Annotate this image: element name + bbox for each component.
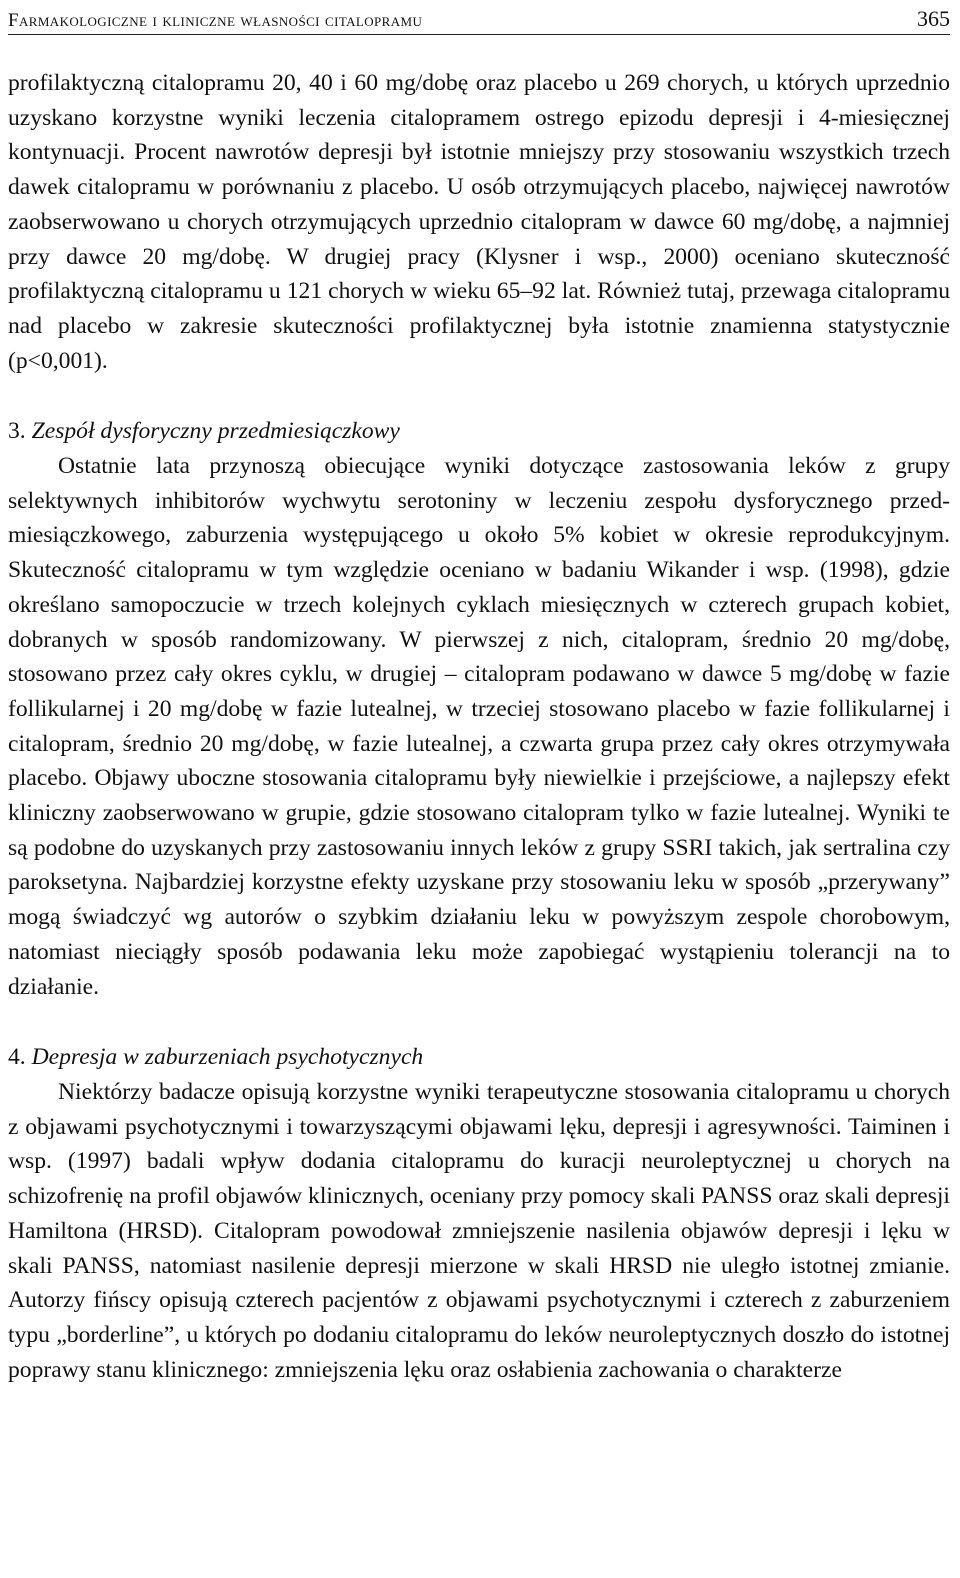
section-3-heading (8, 414, 950, 449)
section-3-paragraph: Ostatnie lata przynoszą obiecujące wyniki dotyczące zastosowania leków z grupy selektywnych inhibitorów wychwytu serotoniny w leczeniu zespołu dysforycznego przed-miesiączkowego, zaburzenia występującego u około 5% kobiet w okresie reprodukcyjnym. Skuteczność citalopramu w tym względzie oceniano w badaniu Wikander i wsp. (1998), gdzie określano samopoczucie w trzech kolejnych cyklach miesięcznych w czterech grupach kobiet, dobranych w sposób randomizowany. W pierwszej z nich, citalopram, średnio 20 mg/dobę, stosowano przez cały okres cyklu, w drugiej – citalopram podawano w dawce 5 mg/dobę w fazie follikularnej i 20 mg/dobę w fazie lutealnej, w trzeciej stosowano placebo w fazie follikularnej i citalopram, średnio 20 mg/dobę, w fazie lutealnej, a czwarta grupa przez cały okres otrzymywała placebo. Objawy uboczne stosowania citalopramu były niewielkie i przejściowe, a najlepszy efekt kliniczny zaobserwowano w grupie, gdzie stosowano citalopram tylko w fazie lutealnej. Wyniki te są podobne do uzyskanych przy zastosowaniu innych leków z grupy SSRI takich, jak sertralina czy paroksetyna. Najbardziej korzystne efekty uzyskane przy stosowaniu leku w sposób „przerywany” mogą świadczyć wg autorów o szybkim działaniu leku w powyższym zespole chorobowym, natomiast nieciągły sposób podawania leku może zapobiegać wystąpieniu tolerancji na to działanie. (8, 453, 950, 1000)
body-text (8, 66, 950, 1387)
section-4-heading (8, 1040, 950, 1075)
section-4-paragraph: Niektórzy badacze opisują korzystne wyniki terapeutyczne stosowania citalopramu u chorych z objawami psychotycznymi i towarzyszącymi objawami lęku, depresji i agresywności. Taiminen i wsp. (1997) badali wpływ dodania citalopramu do kuracji neuroleptycznej u chorych na schizofrenię na profil objawów klinicznych, oceniany przy pomocy skali PANSS oraz skali depresji Hamiltona (HRSD). Citalopram powodował zmniejszenie nasilenia objawów depresji i lęku w skali PANSS, natomiast nasilenie depresji mierzone w skali HRSD nie uległo istotnej zmianie. Autorzy fińscy opisują czterech pacjentów z objawami psychotycznymi i czterech z zaburzeniem typu „borderline”, u których po dodaniu citalopramu do leków neuroleptycznych doszło do istotnej poprawy stanu klinicznego: zmniejszenia lęku oraz osłabienia zachowania o charakterze (8, 1078, 950, 1383)
section-spacer (8, 378, 950, 414)
running-title: Farmakologiczne i kliniczne własności citalopramu (8, 10, 423, 31)
running-header (8, 6, 950, 35)
section-3-number: 3. (8, 418, 26, 445)
paragraph-intro: profilaktyczną citalopramu 20, 40 i 60 mg/dobę oraz placebo u 269 chorych, u których uprzednio uzyskano korzystne wyniki leczenia citalopramem ostrego epizodu depresji i 4-miesięcznej kontynuacji. Procent nawrotów depresji był istotnie mniejszy przy stosowaniu wszystkich trzech dawek citalopramu w porównaniu z placebo. U osób otrzymujących placebo, najwięcej nawrotów zaobserwowano u chorych otrzymujących uprzednio citalopram w dawce 60 mg/dobę, a najmniej przy dawce 20 mg/dobę. W drugiej pracy (Klysner i wsp., 2000) oceniano skuteczność profilaktyczną citalopramu u 121 chorych w wieku 65–92 lat. Również tutaj, przewaga citalopramu nad placebo w zakresie skuteczności profilaktycznej była istotnie znamienna statystycznie (p<0,001). (8, 70, 950, 374)
document-page (8, 0, 952, 1578)
section-4-number: 4. (8, 1044, 26, 1071)
section-spacer (8, 1004, 950, 1040)
section-4-title: Depresja w zaburzeniach psychotycznych (31, 1044, 424, 1071)
page-number: 365 (917, 6, 950, 31)
section-3-title: Zespół dysforyczny przedmiesiączkowy (31, 418, 400, 445)
